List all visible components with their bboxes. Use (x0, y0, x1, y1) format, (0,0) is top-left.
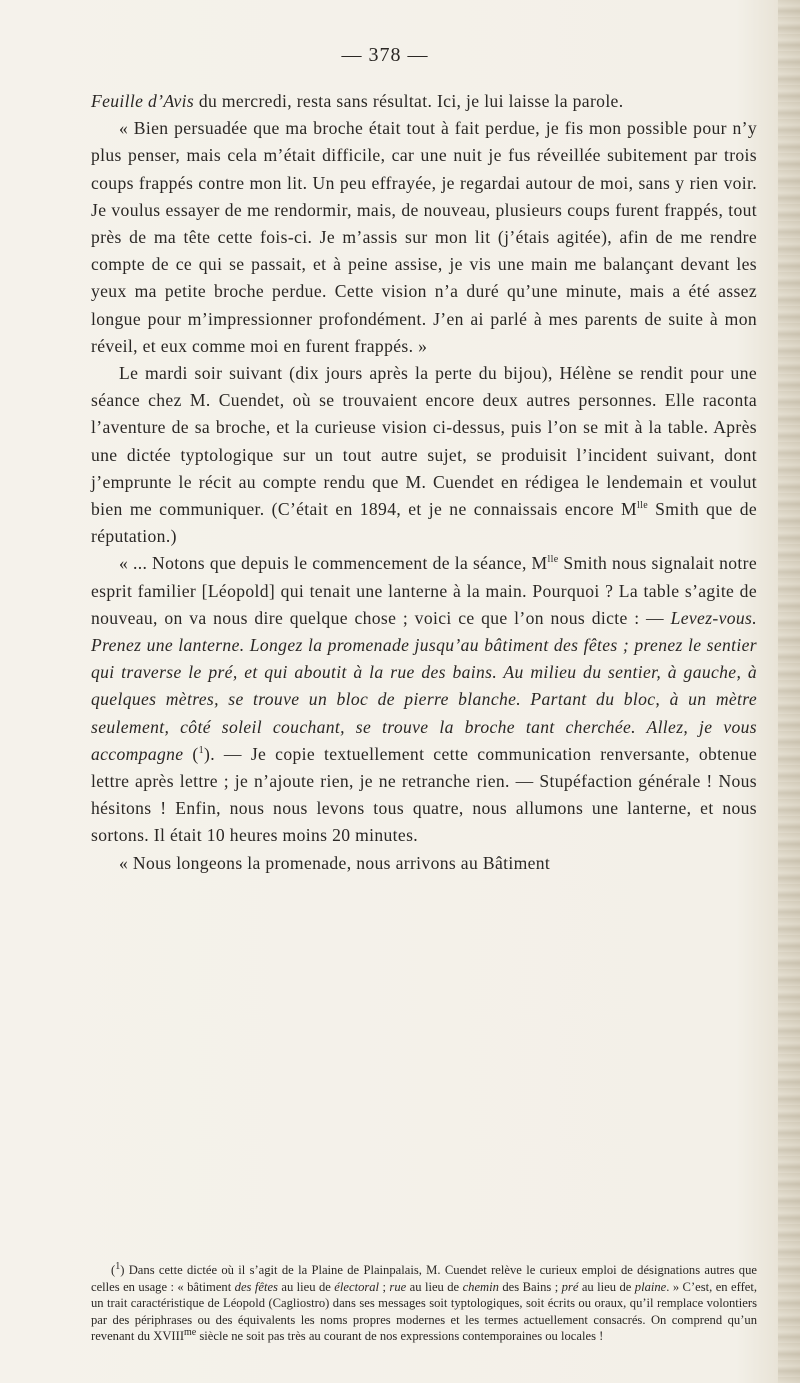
text-run: des Bains ; (498, 1279, 562, 1294)
paragraph (91, 360, 757, 550)
italic-text: pré (561, 1279, 579, 1294)
text-run: au lieu de (578, 1279, 635, 1294)
footnote-text (91, 1262, 757, 1345)
text-run: . » C’est, en effet, un trait caractéristique de Léopold (Cagliostro) dans ses messages soit typtologiques, soit écrits ou oraux, qu’il remplace volontiers par des périphrases ou des équivalents les noms propres modernes et les termes actuellement consacrés. On comprend qu’un revenant du XVIII (91, 1279, 758, 1344)
text-run: ; (379, 1279, 390, 1294)
text-run: « ... Notons que depuis le commencement de la séance, M (119, 553, 548, 574)
superscript: 1 (198, 745, 204, 757)
italic-text: rue (389, 1279, 407, 1294)
footnote (91, 1262, 757, 1345)
superscript: me (184, 1327, 197, 1339)
italic-text: plaine (634, 1279, 667, 1294)
page-number: — 378 — (341, 44, 429, 66)
italic-text: Feuille d’Avis (91, 91, 195, 111)
text-run: ). — Je copie textuellement cette communication renversante, obtenue lettre après lettre ; je n’ajoute rien, je ne retranche rien. — Stupéfaction générale ! Nous hésitons ! Enfin, nous nous levons tous quatre, nous allumons une lanterne, et nous sortons. Il était 10 heures moins 20 minutes. (91, 743, 757, 846)
paragraph (91, 550, 757, 849)
paragraph (91, 850, 757, 877)
text-run: Le mardi soir suivant (dix jours après la perte du bijou), Hélène se rendit pour une séance chez M. Cuendet, où se trouvaient encore deux autres personnes. Elle raconta l’aventure de sa broche, et la curieuse vision ci-dessus, puis l’on se mit à la table. Après une dictée typtologique sur un tout autre sujet, se produisit l’incident suivant, dont j’emprunte le récit au compte rendu que M. Cuendet en rédigea le lendemain et voulut bien me communiquer. (C’était en 1894, et je ne connaissais encore M (91, 363, 757, 520)
text-run: « Bien persuadée que ma broche était tout à fait perdue, je fis mon possible pour n’y plus penser, mais cela m’était difficile, car une nuit je fus réveillée subitement par trois coups frappés contre mon lit. Un peu effrayée, je regardai autour de moi, sans y rien voir. Je voulus essayer de me rendormir, mais, de nouveau, plusieurs coups furent frappés, tout près de ma tête cette fois-ci. Je m’assis sur mon lit (j’étais agitée), afin de me rendre compte de ce qui se passait, et à peine assise, je vis une main me balançant devant les yeux ma petite broche perdue. Cette vision n’a duré qu’une minute, mais a été assez longue pour m’impressionner profondément. J’en ai parlé à mes parents de suite à mon réveil, et eux comme moi en furent frappés. » (91, 118, 757, 356)
italic-text: des fêtes (234, 1279, 278, 1294)
text-run: au lieu de (277, 1279, 335, 1294)
text-run: ) Dans cette dictée où il s’agit de la Plaine de Plainpalais, M. Cuendet relève le curieux emploi de désignations autres que celles en usage : « bâtiment (91, 1263, 757, 1294)
text-run: « Nous longeons la promenade, nous arrivons au Bâtiment (119, 852, 551, 873)
superscript: lle (636, 500, 649, 512)
text-run: du mercredi, resta sans résultat. Ici, je lui laisse la parole. (194, 91, 624, 111)
superscript: 1 (115, 1260, 121, 1272)
paragraph (91, 88, 757, 115)
italic-text: Levez-vous. Prenez une lanterne. Longez la promenade jusqu’au bâtiment des fêtes ; prenez le sentier qui traverse le pré, et qui aboutit à la rue des bains. Au milieu du sentier, à gauche, à quelques mètres, se trouve un bloc de pierre blanche. Partant du bloc, à un mètre seulement, côté soleil couchant, se trouve la broche tant cherchée. Allez, je vous accompagne (91, 607, 757, 764)
text-run: ( (111, 1263, 116, 1277)
text-run: Smith que de réputation.) (91, 499, 757, 547)
paragraph (91, 115, 757, 360)
text-run: au lieu de (406, 1279, 463, 1294)
body-text (91, 88, 757, 877)
text-run: siècle ne soit pas très au courant de nos expressions contemporaines ou locales ! (196, 1329, 604, 1344)
text-run: Smith nous signalait notre esprit familier [Léopold] qui tenait une lanterne à la main. Pourquoi ? La table s’agite de nouveau, on va nous dire quelque chose ; voici ce que l’on nous dicte : — (91, 553, 757, 628)
page-edge (778, 0, 800, 1383)
superscript: lle (547, 554, 559, 566)
text-run: ( (183, 743, 199, 764)
italic-text: électoral (334, 1279, 380, 1294)
italic-text: chemin (462, 1279, 499, 1294)
